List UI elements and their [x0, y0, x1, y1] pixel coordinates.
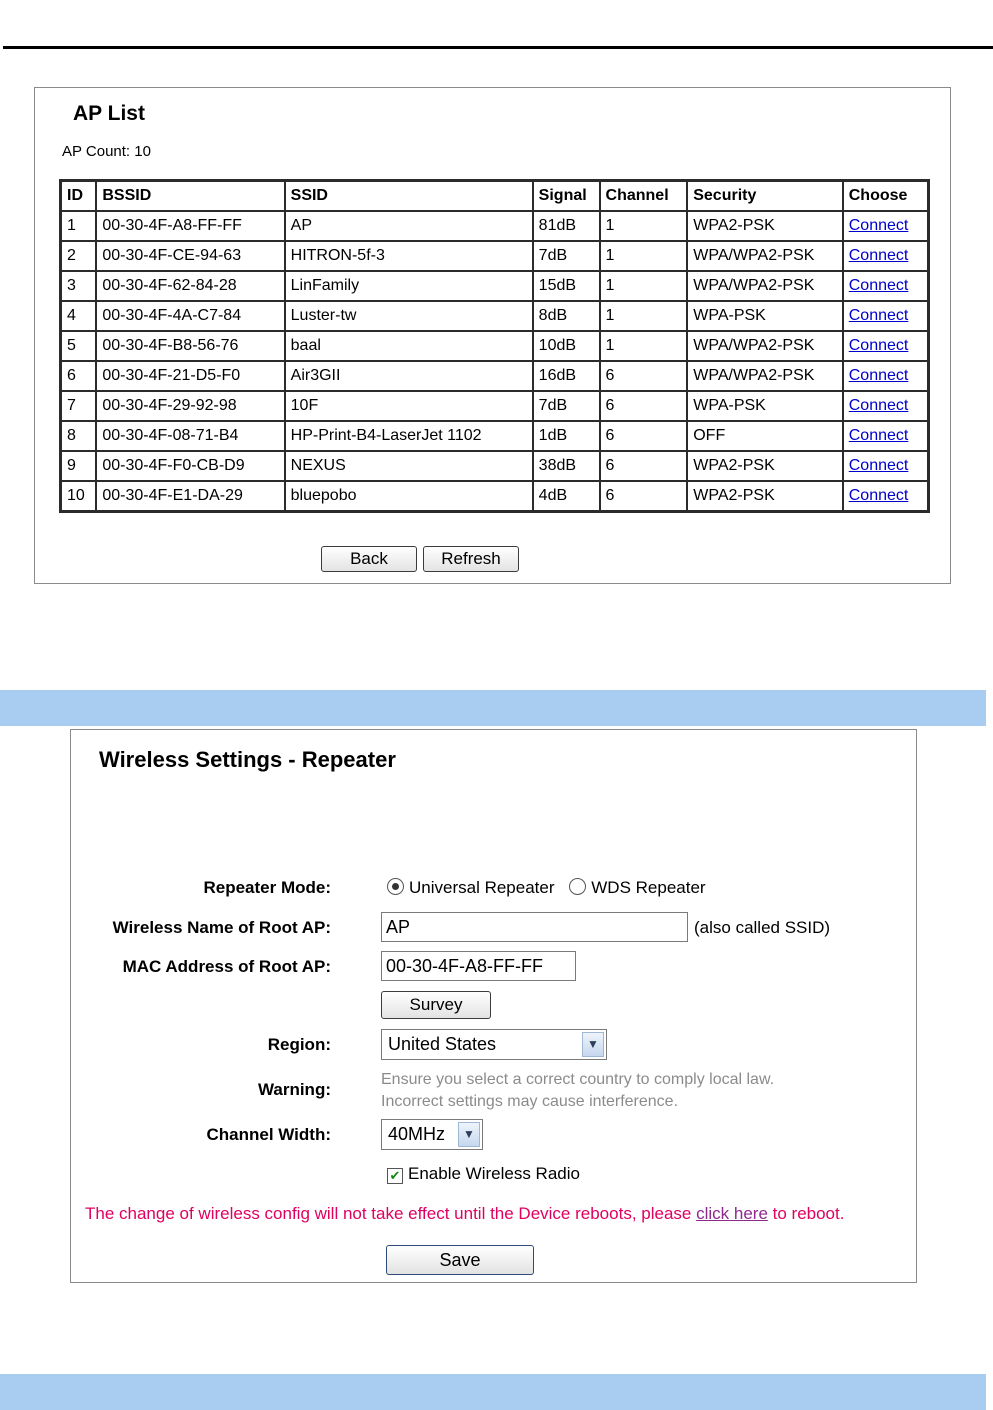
cell-id: 7 — [61, 391, 97, 421]
cell-security: WPA2-PSK — [687, 211, 843, 241]
cell-choose — [843, 361, 929, 391]
universal-repeater-label: Universal Repeater — [409, 878, 555, 897]
cell-bssid: 00-30-4F-21-D5-F0 — [96, 361, 284, 391]
region-select-value: United States — [388, 1034, 497, 1054]
save-button[interactable]: Save — [386, 1245, 534, 1275]
cell-security: WPA-PSK — [687, 301, 843, 331]
cell-ssid: baal — [285, 331, 533, 361]
cell-signal: 4dB — [533, 481, 600, 512]
cell-choose — [843, 271, 929, 301]
col-header-security: Security — [687, 181, 843, 212]
cell-channel: 1 — [600, 241, 688, 271]
cell-bssid: 00-30-4F-4A-C7-84 — [96, 301, 284, 331]
warning-label: Warning: — [257, 1080, 331, 1099]
checkmark-icon[interactable]: ✔ — [387, 1168, 403, 1184]
cell-id: 9 — [61, 451, 97, 481]
cell-channel: 1 — [600, 211, 688, 241]
cell-bssid: 00-30-4F-F0-CB-D9 — [96, 451, 284, 481]
wds-repeater-radio[interactable] — [569, 878, 586, 895]
cell-ssid: HP-Print-B4-LaserJet 1102 — [285, 421, 533, 451]
cell-ssid: AP — [285, 211, 533, 241]
cell-signal: 81dB — [533, 211, 600, 241]
cell-security: WPA/WPA2-PSK — [687, 361, 843, 391]
cell-bssid: 00-30-4F-08-71-B4 — [96, 421, 284, 451]
connect-link[interactable]: Connect — [848, 487, 909, 504]
ap-list-table — [59, 179, 930, 513]
cell-choose — [843, 331, 929, 361]
enable-wireless-radio-label: Enable Wireless Radio — [408, 1164, 580, 1183]
ap-list-buttons — [321, 546, 525, 572]
cell-signal: 8dB — [533, 301, 600, 331]
connect-link[interactable]: Connect — [848, 337, 909, 354]
region-select[interactable] — [381, 1029, 607, 1060]
mac-address-input[interactable]: 00-30-4F-A8-FF-FF — [381, 951, 576, 981]
cell-channel: 6 — [600, 361, 688, 391]
cell-id: 1 — [61, 211, 97, 241]
cell-security: WPA/WPA2-PSK — [687, 271, 843, 301]
cell-ssid: Luster-tw — [285, 301, 533, 331]
ap-list-title: AP List — [73, 102, 145, 125]
cell-security: OFF — [687, 421, 843, 451]
back-button[interactable]: Back — [321, 546, 417, 572]
cell-bssid: 00-30-4F-E1-DA-29 — [96, 481, 284, 512]
connect-link[interactable]: Connect — [848, 217, 909, 234]
table-row — [61, 481, 929, 512]
cell-id: 3 — [61, 271, 97, 301]
enable-wireless-radio-option[interactable] — [387, 1164, 580, 1184]
cell-id: 2 — [61, 241, 97, 271]
cell-channel: 6 — [600, 421, 688, 451]
cell-security: WPA2-PSK — [687, 481, 843, 512]
table-row — [61, 451, 929, 481]
cell-choose — [843, 481, 929, 512]
cell-signal: 1dB — [533, 421, 600, 451]
root-ap-name-input[interactable]: AP — [381, 912, 688, 942]
cell-choose — [843, 301, 929, 331]
channel-width-label: Channel Width: — [206, 1125, 331, 1144]
cell-id: 6 — [61, 361, 97, 391]
col-header-choose: Choose — [843, 181, 929, 212]
warning-line-2: Incorrect settings may cause interference. — [381, 1093, 679, 1110]
ap-count-value: 10 — [134, 143, 151, 160]
section-bar — [0, 1374, 986, 1410]
table-row — [61, 331, 929, 361]
warning-text — [381, 1069, 774, 1113]
cell-id: 5 — [61, 331, 97, 361]
cell-ssid: LinFamily — [285, 271, 533, 301]
col-header-ssid: SSID — [285, 181, 533, 212]
table-row — [61, 361, 929, 391]
cell-id: 4 — [61, 301, 97, 331]
cell-security: WPA-PSK — [687, 391, 843, 421]
repeater-mode-label: Repeater Mode: — [203, 878, 331, 897]
reboot-link[interactable]: click here — [696, 1204, 768, 1223]
table-row — [61, 271, 929, 301]
table-row — [61, 301, 929, 331]
root-ap-name-label: Wireless Name of Root AP: — [112, 918, 331, 937]
ap-list-panel — [34, 87, 951, 584]
table-row — [61, 391, 929, 421]
ap-count — [62, 143, 151, 160]
reboot-notice-suffix: to reboot. — [767, 1204, 845, 1223]
universal-repeater-radio[interactable] — [387, 878, 404, 895]
cell-bssid: 00-30-4F-A8-FF-FF — [96, 211, 284, 241]
cell-ssid: 10F — [285, 391, 533, 421]
cell-bssid: 00-30-4F-62-84-28 — [96, 271, 284, 301]
warning-line-1: Ensure you select a correct country to comply local law. — [381, 1071, 775, 1088]
reboot-notice — [85, 1204, 844, 1224]
cell-choose — [843, 421, 929, 451]
ap-list-body — [61, 211, 929, 512]
col-header-channel: Channel — [600, 181, 688, 212]
reboot-notice-prefix: The change of wireless config will not take effect until the Device reboots, please — [85, 1204, 697, 1223]
cell-channel: 6 — [600, 451, 688, 481]
header-rule — [3, 46, 993, 49]
cell-signal: 7dB — [533, 391, 600, 421]
cell-choose — [843, 391, 929, 421]
refresh-button[interactable]: Refresh — [423, 546, 519, 572]
cell-bssid: 00-30-4F-CE-94-63 — [96, 241, 284, 271]
cell-security: WPA/WPA2-PSK — [687, 241, 843, 271]
connect-link[interactable]: Connect — [848, 397, 909, 414]
table-row — [61, 421, 929, 451]
survey-button[interactable]: Survey — [381, 991, 491, 1019]
connect-link[interactable]: Connect — [848, 307, 909, 324]
table-header-row — [61, 181, 929, 212]
channel-width-select[interactable] — [381, 1119, 483, 1150]
connect-link[interactable]: Connect — [848, 277, 909, 294]
cell-bssid: 00-30-4F-29-92-98 — [96, 391, 284, 421]
ap-count-label: AP Count: — [62, 143, 131, 160]
col-header-signal: Signal — [533, 181, 600, 212]
cell-security: WPA2-PSK — [687, 451, 843, 481]
cell-choose — [843, 451, 929, 481]
wds-repeater-label: WDS Repeater — [591, 878, 706, 897]
cell-ssid: HITRON-5f-3 — [285, 241, 533, 271]
cell-signal: 10dB — [533, 331, 600, 361]
wds-repeater-option[interactable] — [569, 878, 705, 897]
cell-signal: 16dB — [533, 361, 600, 391]
mac-address-label: MAC Address of Root AP: — [122, 957, 331, 976]
cell-channel: 1 — [600, 331, 688, 361]
cell-channel: 6 — [600, 391, 688, 421]
cell-ssid: Air3GII — [285, 361, 533, 391]
cell-id: 8 — [61, 421, 97, 451]
channel-width-value: 40MHz — [388, 1124, 446, 1144]
wireless-settings-panel — [70, 729, 917, 1283]
col-header-id: ID — [61, 181, 97, 212]
table-row — [61, 211, 929, 241]
cell-signal: 15dB — [533, 271, 600, 301]
cell-security: WPA/WPA2-PSK — [687, 331, 843, 361]
chevron-down-icon[interactable]: ▼ — [582, 1032, 604, 1057]
wireless-settings-title: Wireless Settings - Repeater — [99, 747, 396, 772]
ssid-hint: (also called SSID) — [694, 918, 831, 937]
cell-id: 10 — [61, 481, 97, 512]
cell-channel: 1 — [600, 271, 688, 301]
cell-channel: 1 — [600, 301, 688, 331]
connect-link[interactable]: Connect — [848, 247, 909, 264]
cell-ssid: NEXUS — [285, 451, 533, 481]
connect-link[interactable]: Connect — [848, 367, 909, 384]
cell-choose — [843, 241, 929, 271]
repeater-mode-group — [387, 878, 706, 898]
cell-signal: 38dB — [533, 451, 600, 481]
cell-signal: 7dB — [533, 241, 600, 271]
region-label: Region: — [267, 1035, 331, 1054]
chevron-down-icon[interactable]: ▼ — [458, 1122, 480, 1147]
section-bar — [0, 690, 986, 726]
cell-bssid: 00-30-4F-B8-56-76 — [96, 331, 284, 361]
cell-channel: 6 — [600, 481, 688, 512]
col-header-bssid: BSSID — [96, 181, 284, 212]
cell-choose — [843, 211, 929, 241]
connect-link[interactable]: Connect — [848, 427, 909, 444]
table-row — [61, 241, 929, 271]
cell-ssid: bluepobo — [285, 481, 533, 512]
connect-link[interactable]: Connect — [848, 457, 909, 474]
universal-repeater-option[interactable] — [387, 878, 555, 897]
